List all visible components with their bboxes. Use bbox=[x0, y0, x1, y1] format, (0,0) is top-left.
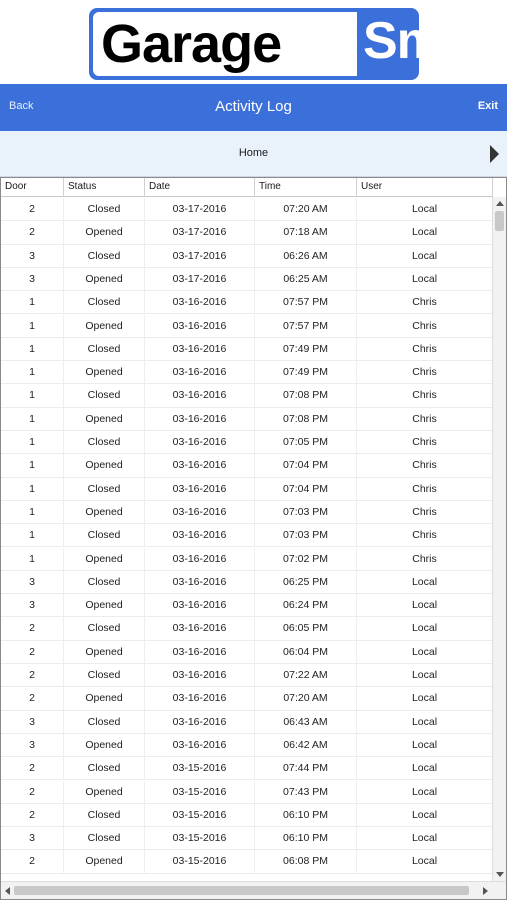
home-label: Home bbox=[238, 147, 269, 159]
cell-door: 2 bbox=[1, 198, 64, 221]
table-row[interactable] bbox=[1, 664, 493, 687]
cell-time: 06:25 AM bbox=[255, 268, 357, 291]
cell-door: 1 bbox=[1, 338, 64, 361]
table-row[interactable] bbox=[1, 804, 493, 827]
table-row[interactable] bbox=[1, 431, 493, 454]
table-row[interactable] bbox=[1, 827, 493, 850]
cell-time: 07:43 PM bbox=[255, 781, 357, 804]
cell-status: Closed bbox=[64, 711, 145, 734]
cell-date: 03-15-2016 bbox=[145, 757, 255, 780]
table-row[interactable] bbox=[1, 571, 493, 594]
cell-status: Opened bbox=[64, 548, 145, 571]
table-row[interactable] bbox=[1, 594, 493, 617]
cell-status: Closed bbox=[64, 664, 145, 687]
cell-status: Opened bbox=[64, 850, 145, 873]
cell-time: 07:03 PM bbox=[255, 524, 357, 547]
cell-user: Chris bbox=[357, 431, 493, 454]
cell-time: 07:05 PM bbox=[255, 431, 357, 454]
table-row[interactable] bbox=[1, 641, 493, 664]
table-row[interactable] bbox=[1, 408, 493, 431]
cell-status: Closed bbox=[64, 384, 145, 407]
cell-status: Closed bbox=[64, 617, 145, 640]
cell-door: 2 bbox=[1, 804, 64, 827]
home-nav-bar[interactable] bbox=[0, 131, 507, 177]
table-row[interactable] bbox=[1, 617, 493, 640]
cell-date: 03-15-2016 bbox=[145, 850, 255, 873]
cell-door: 1 bbox=[1, 361, 64, 384]
cell-door: 3 bbox=[1, 245, 64, 268]
table-row[interactable] bbox=[1, 548, 493, 571]
cell-status: Opened bbox=[64, 734, 145, 757]
cell-time: 06:25 PM bbox=[255, 571, 357, 594]
cell-door: 1 bbox=[1, 384, 64, 407]
cell-status: Closed bbox=[64, 827, 145, 850]
cell-status: Opened bbox=[64, 361, 145, 384]
cell-date: 03-17-2016 bbox=[145, 268, 255, 291]
cell-user: Local bbox=[357, 687, 493, 710]
table-row[interactable] bbox=[1, 338, 493, 361]
cell-door: 3 bbox=[1, 268, 64, 291]
cell-status: Opened bbox=[64, 315, 145, 338]
cell-time: 07:08 PM bbox=[255, 408, 357, 431]
cell-door: 1 bbox=[1, 478, 64, 501]
cell-time: 07:04 PM bbox=[255, 454, 357, 477]
cell-door: 1 bbox=[1, 524, 64, 547]
cell-door: 1 bbox=[1, 408, 64, 431]
cell-time: 06:04 PM bbox=[255, 641, 357, 664]
cell-user: Local bbox=[357, 245, 493, 268]
table-row[interactable] bbox=[1, 245, 493, 268]
cell-status: Closed bbox=[64, 198, 145, 221]
cell-date: 03-16-2016 bbox=[145, 454, 255, 477]
cell-user: Local bbox=[357, 641, 493, 664]
cell-date: 03-17-2016 bbox=[145, 221, 255, 244]
cell-door: 2 bbox=[1, 664, 64, 687]
table-row[interactable] bbox=[1, 384, 493, 407]
top-app-bar bbox=[0, 84, 507, 131]
cell-user: Local bbox=[357, 711, 493, 734]
cell-date: 03-15-2016 bbox=[145, 804, 255, 827]
cell-status: Opened bbox=[64, 268, 145, 291]
vertical-scrollbar[interactable] bbox=[492, 197, 506, 881]
back-button[interactable]: Back bbox=[9, 100, 34, 112]
cell-user: Local bbox=[357, 221, 493, 244]
cell-user: Local bbox=[357, 804, 493, 827]
cell-status: Opened bbox=[64, 781, 145, 804]
cell-status: Opened bbox=[64, 687, 145, 710]
table-row[interactable] bbox=[1, 757, 493, 780]
cell-time: 07:44 PM bbox=[255, 757, 357, 780]
table-row[interactable] bbox=[1, 454, 493, 477]
cell-status: Closed bbox=[64, 478, 145, 501]
table-row[interactable] bbox=[1, 268, 493, 291]
header-logo-area bbox=[0, 0, 507, 84]
cell-user: Chris bbox=[357, 384, 493, 407]
table-row[interactable] bbox=[1, 501, 493, 524]
cell-door: 2 bbox=[1, 221, 64, 244]
table-body bbox=[1, 198, 493, 880]
cell-door: 3 bbox=[1, 594, 64, 617]
cell-status: Opened bbox=[64, 408, 145, 431]
logo-white-panel bbox=[93, 12, 357, 76]
cell-date: 03-15-2016 bbox=[145, 827, 255, 850]
scroll-down-icon[interactable] bbox=[496, 872, 504, 877]
cell-date: 03-16-2016 bbox=[145, 548, 255, 571]
cell-door: 1 bbox=[1, 454, 64, 477]
cell-user: Local bbox=[357, 268, 493, 291]
cell-date: 03-16-2016 bbox=[145, 361, 255, 384]
cell-date: 03-16-2016 bbox=[145, 734, 255, 757]
cell-status: Closed bbox=[64, 757, 145, 780]
table-row[interactable] bbox=[1, 850, 493, 873]
cell-door: 2 bbox=[1, 617, 64, 640]
cell-time: 07:22 AM bbox=[255, 664, 357, 687]
table-row[interactable] bbox=[1, 687, 493, 710]
cell-status: Closed bbox=[64, 571, 145, 594]
cell-time: 07:02 PM bbox=[255, 548, 357, 571]
scroll-left-icon[interactable] bbox=[5, 887, 10, 895]
logo-text-garage: Garage bbox=[101, 14, 282, 74]
cell-user: Chris bbox=[357, 501, 493, 524]
cell-time: 07:18 AM bbox=[255, 221, 357, 244]
table-row[interactable] bbox=[1, 198, 493, 221]
cell-date: 03-16-2016 bbox=[145, 384, 255, 407]
cell-time: 07:57 PM bbox=[255, 291, 357, 314]
cell-user: Local bbox=[357, 617, 493, 640]
arrow-right-icon[interactable] bbox=[490, 145, 499, 163]
cell-door: 3 bbox=[1, 711, 64, 734]
column-header-date[interactable]: Date bbox=[145, 178, 255, 197]
cell-time: 06:43 AM bbox=[255, 711, 357, 734]
cell-status: Opened bbox=[64, 221, 145, 244]
cell-status: Closed bbox=[64, 804, 145, 827]
cell-status: Closed bbox=[64, 338, 145, 361]
horizontal-scroll-thumb[interactable] bbox=[14, 886, 469, 895]
cell-user: Chris bbox=[357, 478, 493, 501]
cell-user: Local bbox=[357, 594, 493, 617]
cell-status: Closed bbox=[64, 245, 145, 268]
cell-door: 2 bbox=[1, 850, 64, 873]
cell-status: Closed bbox=[64, 291, 145, 314]
cell-time: 07:20 AM bbox=[255, 687, 357, 710]
table-row[interactable] bbox=[1, 781, 493, 804]
cell-time: 06:10 PM bbox=[255, 804, 357, 827]
cell-door: 1 bbox=[1, 548, 64, 571]
cell-date: 03-16-2016 bbox=[145, 338, 255, 361]
cell-user: Local bbox=[357, 757, 493, 780]
cell-date: 03-16-2016 bbox=[145, 641, 255, 664]
cell-user: Chris bbox=[357, 408, 493, 431]
column-header-time[interactable]: Time bbox=[255, 178, 357, 197]
cell-date: 03-16-2016 bbox=[145, 571, 255, 594]
cell-door: 2 bbox=[1, 687, 64, 710]
cell-status: Opened bbox=[64, 501, 145, 524]
cell-door: 1 bbox=[1, 291, 64, 314]
cell-door: 2 bbox=[1, 781, 64, 804]
cell-user: Chris bbox=[357, 338, 493, 361]
column-header-status[interactable]: Status bbox=[64, 178, 145, 197]
column-header-door[interactable]: Door bbox=[1, 178, 64, 197]
cell-date: 03-16-2016 bbox=[145, 478, 255, 501]
table-row[interactable] bbox=[1, 524, 493, 547]
cell-user: Chris bbox=[357, 315, 493, 338]
cell-user: Chris bbox=[357, 454, 493, 477]
cell-user: Chris bbox=[357, 548, 493, 571]
cell-door: 1 bbox=[1, 315, 64, 338]
cell-time: 06:05 PM bbox=[255, 617, 357, 640]
cell-date: 03-16-2016 bbox=[145, 687, 255, 710]
cell-door: 3 bbox=[1, 827, 64, 850]
cell-date: 03-16-2016 bbox=[145, 664, 255, 687]
cell-door: 1 bbox=[1, 501, 64, 524]
cell-date: 03-16-2016 bbox=[145, 501, 255, 524]
cell-door: 3 bbox=[1, 571, 64, 594]
cell-time: 06:10 PM bbox=[255, 827, 357, 850]
cell-date: 03-17-2016 bbox=[145, 245, 255, 268]
cell-date: 03-16-2016 bbox=[145, 524, 255, 547]
cell-time: 07:20 AM bbox=[255, 198, 357, 221]
cell-date: 03-17-2016 bbox=[145, 198, 255, 221]
cell-status: Closed bbox=[64, 524, 145, 547]
cell-time: 07:08 PM bbox=[255, 384, 357, 407]
cell-time: 06:26 AM bbox=[255, 245, 357, 268]
cell-time: 06:24 PM bbox=[255, 594, 357, 617]
table-row[interactable] bbox=[1, 711, 493, 734]
cell-date: 03-16-2016 bbox=[145, 617, 255, 640]
cell-user: Chris bbox=[357, 291, 493, 314]
cell-user: Local bbox=[357, 827, 493, 850]
cell-user: Chris bbox=[357, 524, 493, 547]
cell-time: 07:03 PM bbox=[255, 501, 357, 524]
cell-door: 3 bbox=[1, 734, 64, 757]
cell-door: 1 bbox=[1, 431, 64, 454]
scroll-right-icon[interactable] bbox=[483, 887, 488, 895]
cell-date: 03-16-2016 bbox=[145, 431, 255, 454]
table-row[interactable] bbox=[1, 478, 493, 501]
table-row[interactable] bbox=[1, 361, 493, 384]
page-title: Activity Log bbox=[215, 98, 292, 115]
cell-date: 03-16-2016 bbox=[145, 291, 255, 314]
cell-status: Closed bbox=[64, 431, 145, 454]
garagesmart-logo bbox=[89, 8, 506, 80]
cell-user: Local bbox=[357, 198, 493, 221]
table-row[interactable] bbox=[1, 734, 493, 757]
cell-time: 07:49 PM bbox=[255, 338, 357, 361]
cell-user: Local bbox=[357, 734, 493, 757]
cell-date: 03-15-2016 bbox=[145, 781, 255, 804]
table-row[interactable] bbox=[1, 315, 493, 338]
cell-status: Opened bbox=[64, 594, 145, 617]
scroll-up-icon[interactable] bbox=[496, 201, 504, 206]
cell-status: Opened bbox=[64, 454, 145, 477]
cell-user: Local bbox=[357, 571, 493, 594]
cell-user: Local bbox=[357, 664, 493, 687]
cell-time: 07:57 PM bbox=[255, 315, 357, 338]
cell-time: 06:42 AM bbox=[255, 734, 357, 757]
cell-door: 2 bbox=[1, 757, 64, 780]
table-row[interactable] bbox=[1, 221, 493, 244]
column-header-user[interactable]: User bbox=[357, 178, 493, 197]
cell-date: 03-16-2016 bbox=[145, 594, 255, 617]
cell-user: Local bbox=[357, 781, 493, 804]
cell-time: 07:49 PM bbox=[255, 361, 357, 384]
horizontal-scrollbar[interactable] bbox=[1, 881, 506, 899]
cell-date: 03-16-2016 bbox=[145, 711, 255, 734]
vertical-scroll-thumb[interactable] bbox=[495, 211, 504, 231]
cell-status: Opened bbox=[64, 641, 145, 664]
activity-log-table bbox=[0, 177, 507, 900]
cell-time: 07:04 PM bbox=[255, 478, 357, 501]
cell-door: 2 bbox=[1, 641, 64, 664]
table-header bbox=[1, 178, 493, 197]
cell-date: 03-16-2016 bbox=[145, 408, 255, 431]
exit-button[interactable]: Exit bbox=[477, 100, 498, 112]
table-row[interactable] bbox=[1, 291, 493, 314]
logo-text-smart: Smart bbox=[363, 12, 506, 70]
cell-date: 03-16-2016 bbox=[145, 315, 255, 338]
cell-user: Local bbox=[357, 850, 493, 873]
cell-time: 06:08 PM bbox=[255, 850, 357, 873]
cell-user: Chris bbox=[357, 361, 493, 384]
